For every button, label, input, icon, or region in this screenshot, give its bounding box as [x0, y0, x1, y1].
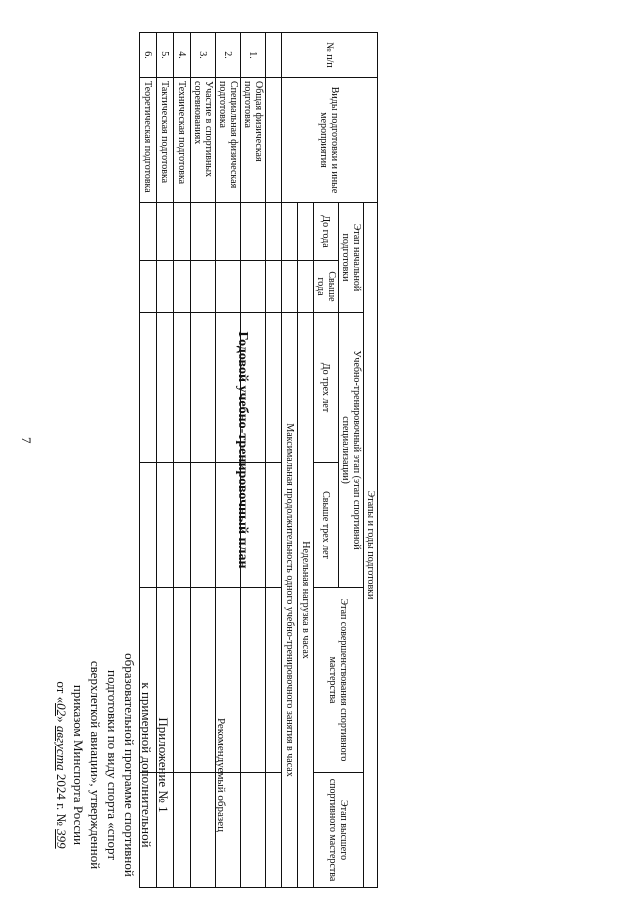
data-cell	[191, 463, 216, 588]
data-cell	[157, 261, 174, 313]
table-row	[157, 33, 174, 888]
data-cell	[157, 203, 174, 261]
data-cell	[191, 773, 216, 888]
appendix-line: к примерной дополнительной	[139, 682, 154, 848]
date-year: 2024 г. №	[54, 773, 69, 826]
data-cell	[241, 203, 266, 261]
data-cell	[174, 313, 191, 463]
data-cell	[191, 588, 216, 773]
empty-cell	[266, 588, 282, 773]
stages-header: Этапы и годы подготовки	[364, 203, 378, 888]
empty-cell	[298, 261, 314, 313]
data-cell	[140, 463, 157, 588]
data-cell	[216, 203, 241, 261]
empty-cell	[266, 203, 282, 261]
data-cell	[191, 313, 216, 463]
row-name: Тактическая подготовка	[157, 78, 174, 203]
data-cell	[140, 773, 157, 888]
empty-cell	[282, 261, 298, 313]
data-cell	[216, 588, 241, 773]
weekly-load-label: Недельная нагрузка в часах	[298, 313, 314, 888]
data-cell	[140, 203, 157, 261]
appendix-line: образовательной программе спортивной	[122, 653, 137, 877]
empty-cell	[266, 78, 282, 203]
data-cell	[216, 313, 241, 463]
sub-over-three: Свыше трех лет	[314, 463, 339, 588]
stage-initial-header: Этап начальной подготовки	[339, 203, 364, 313]
table-row	[216, 33, 241, 888]
data-cell	[174, 261, 191, 313]
appendix-line: сверхлегкой авиации», утвержденной	[88, 660, 103, 870]
data-cell	[174, 773, 191, 888]
appendix-date-line	[53, 620, 70, 910]
data-cell	[174, 463, 191, 588]
row-name: Общая физическая подготовка	[241, 78, 266, 203]
empty-cell	[282, 203, 298, 261]
data-cell	[216, 261, 241, 313]
stage-highest-header: Этап высшего спортивного мастерства	[314, 773, 364, 888]
row-name: Специальная физическая подготовка	[216, 78, 241, 203]
data-cell	[157, 463, 174, 588]
data-cell	[241, 588, 266, 773]
document-title: Годовой учебно-тренировочный план	[235, 331, 250, 569]
data-cell	[216, 773, 241, 888]
empty-cell	[266, 33, 282, 78]
page-number: 7	[19, 437, 34, 444]
sub-up-to-year: До года	[314, 203, 339, 261]
date-prefix: от «	[54, 681, 69, 704]
col-types-header: Виды подготовки и иные мероприятия	[282, 78, 378, 203]
row-num: 2.	[216, 33, 241, 78]
data-cell	[191, 261, 216, 313]
data-cell	[157, 773, 174, 888]
row-num: 1.	[241, 33, 266, 78]
empty-cell	[266, 261, 282, 313]
row-name: Теоретическая подготовка	[140, 78, 157, 203]
col-num-header: № п/п	[282, 33, 378, 78]
data-cell	[216, 463, 241, 588]
empty-cell	[298, 203, 314, 261]
data-cell	[140, 261, 157, 313]
row-num: 3.	[191, 33, 216, 78]
data-cell	[241, 313, 266, 463]
table-row	[174, 33, 191, 888]
table-row	[191, 33, 216, 888]
appendix-line: Приложение № 1	[156, 717, 171, 813]
stage-training-header: Учебно-тренировочный этап (этап спортивной специализации)	[339, 313, 364, 588]
stage-improvement-header: Этап совершенствования спортивного мастерства	[314, 588, 364, 773]
date-mid: »	[54, 716, 69, 723]
table-row	[241, 33, 266, 888]
row-name: Техническая подготовка	[174, 78, 191, 203]
order-number: 399	[54, 829, 69, 849]
data-cell	[191, 203, 216, 261]
data-cell	[157, 588, 174, 773]
row-num: 4.	[174, 33, 191, 78]
table-row	[140, 33, 157, 888]
appendix-line: приказом Минспорта России	[71, 684, 86, 846]
data-cell	[241, 261, 266, 313]
recommended-sample-label: Рекомендуемый образец	[215, 717, 227, 833]
row-num: 5.	[157, 33, 174, 78]
empty-cell	[266, 773, 282, 888]
date-month: августа	[54, 725, 69, 771]
empty-cell	[266, 463, 282, 588]
data-cell	[174, 203, 191, 261]
data-cell	[241, 773, 266, 888]
empty-cell	[266, 313, 282, 463]
row-num: 6.	[140, 33, 157, 78]
training-plan-table	[139, 32, 378, 888]
row-name: Участие в спортивных соревнованиях	[191, 78, 216, 203]
date-day: 02	[54, 703, 69, 717]
max-duration-label: Максимальная продолжительность одного учебно-тренировочного занятия в часах	[282, 313, 298, 888]
header-row-stages	[364, 33, 378, 888]
sub-up-to-three: До трех лет	[314, 313, 339, 463]
blank-row	[266, 33, 282, 888]
data-cell	[140, 313, 157, 463]
data-cell	[174, 588, 191, 773]
data-cell	[157, 313, 174, 463]
data-cell	[241, 463, 266, 588]
sub-over-year: Свыше года	[314, 261, 339, 313]
data-cell	[140, 588, 157, 773]
appendix-line: подготовки по виду спорта «спорт	[105, 669, 120, 861]
